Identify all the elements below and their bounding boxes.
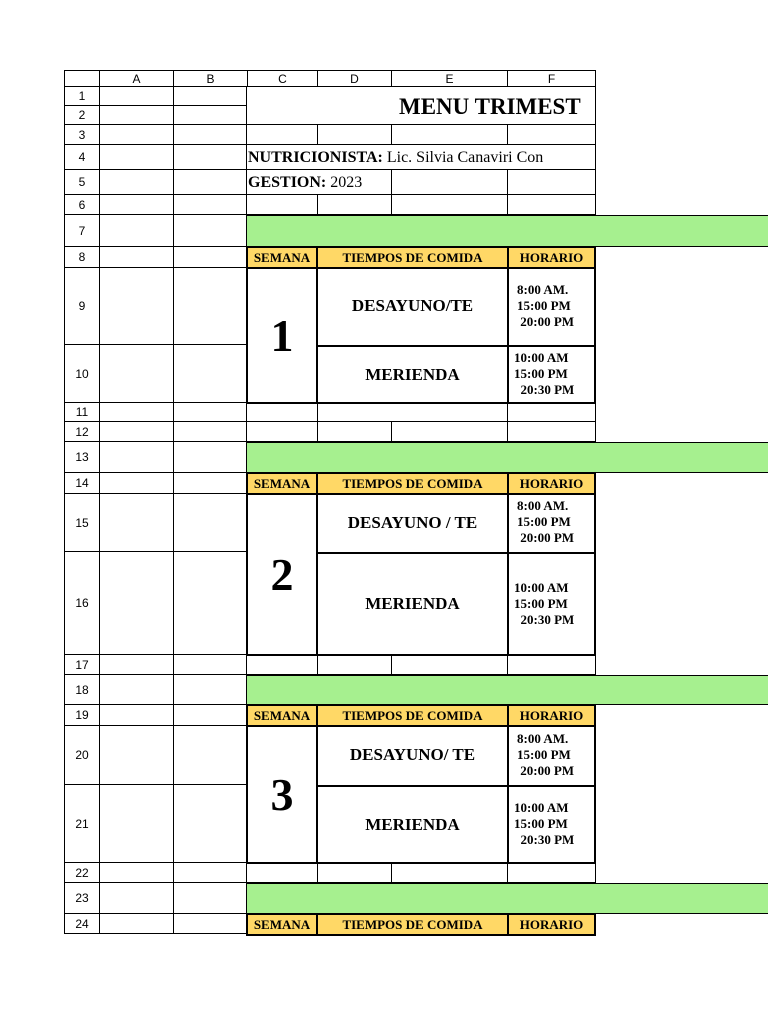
- horario-times: 8:00 AM. 15:00 PM 20:00 PM: [517, 731, 575, 778]
- grid-cell[interactable]: [100, 195, 174, 215]
- meal-label: DESAYUNO/ TE: [349, 745, 476, 764]
- sheet-title: MENU TRIMEST: [399, 94, 581, 119]
- grid-cell[interactable]: [174, 268, 247, 345]
- grid-cell[interactable]: [100, 473, 174, 494]
- grid-cell[interactable]: [174, 726, 247, 785]
- row-header-8[interactable]: 8: [64, 247, 100, 268]
- grid-cell[interactable]: [174, 705, 247, 726]
- row-header-17[interactable]: 17: [64, 655, 100, 675]
- meal-label: DESAYUNO/TE: [351, 296, 474, 315]
- tiempos-header: TIEMPOS DE COMIDA: [316, 246, 509, 269]
- row-header-4[interactable]: 4: [64, 145, 100, 170]
- row-header-2[interactable]: 2: [64, 106, 100, 125]
- gestion-value: 2023: [326, 174, 363, 191]
- meal-label: MERIENDA: [365, 594, 460, 613]
- grid-cell[interactable]: [100, 422, 174, 442]
- green-band-week-4: [247, 883, 768, 914]
- grid-cell[interactable]: [100, 675, 174, 705]
- grid-cell[interactable]: [100, 403, 174, 422]
- horario-times: 10:00 AM 15:00 PM 20:30 PM: [514, 350, 575, 397]
- grid-cell[interactable]: [100, 705, 174, 726]
- semana-header: SEMANA: [246, 704, 318, 727]
- row-header-12[interactable]: 12: [64, 422, 100, 442]
- horario-header: HORARIO: [507, 472, 596, 495]
- column-header-b[interactable]: B: [174, 70, 248, 87]
- grid-cell[interactable]: [174, 675, 247, 705]
- grid-cell[interactable]: [174, 442, 247, 473]
- week-number: 1: [270, 310, 294, 361]
- grid-cell[interactable]: [392, 863, 508, 883]
- green-band-week-2: [247, 442, 768, 473]
- grid-cell[interactable]: [174, 170, 247, 195]
- grid-cell[interactable]: [392, 422, 508, 442]
- column-header-e[interactable]: E: [392, 70, 508, 87]
- grid-cell[interactable]: [100, 170, 174, 195]
- grid-cell[interactable]: [174, 914, 247, 934]
- row-header-5[interactable]: 5: [64, 170, 100, 195]
- horario-header: HORARIO: [507, 913, 596, 936]
- row-header-1[interactable]: 1: [64, 87, 100, 106]
- row-header-15[interactable]: 15: [64, 494, 100, 552]
- grid-cell[interactable]: [318, 655, 392, 675]
- grid-cell[interactable]: [100, 125, 174, 145]
- horario-times: 10:00 AM 15:00 PM 20:30 PM: [514, 580, 575, 627]
- grid-cell[interactable]: [174, 422, 247, 442]
- row-header-6[interactable]: 6: [64, 195, 100, 215]
- grid-cell[interactable]: [100, 268, 174, 345]
- grid-cell[interactable]: [100, 655, 174, 675]
- header-text-area: [247, 86, 595, 210]
- grid-cell[interactable]: [100, 785, 174, 863]
- row-header-20[interactable]: 20: [64, 726, 100, 785]
- row-header-7[interactable]: 7: [64, 215, 100, 247]
- grid-cell[interactable]: [174, 247, 247, 268]
- grid-cell[interactable]: [100, 442, 174, 473]
- grid-cell[interactable]: [508, 655, 596, 675]
- column-header-a[interactable]: A: [100, 70, 174, 87]
- tiempos-header: TIEMPOS DE COMIDA: [316, 913, 509, 936]
- horario-times: 10:00 AM 15:00 PM 20:30 PM: [514, 800, 575, 847]
- grid-cell[interactable]: [508, 863, 596, 883]
- week-number: 3: [270, 769, 294, 820]
- grid-cell[interactable]: [174, 145, 247, 170]
- grid-cell[interactable]: [174, 125, 247, 145]
- grid-cell[interactable]: [100, 883, 174, 914]
- grid-cell[interactable]: [100, 863, 174, 883]
- horario-times: 8:00 AM. 15:00 PM 20:00 PM: [517, 282, 575, 329]
- row-header-16[interactable]: 16: [64, 552, 100, 655]
- grid-cell[interactable]: [100, 145, 174, 170]
- column-header-d[interactable]: D: [318, 70, 392, 87]
- grid-cell[interactable]: [247, 655, 318, 675]
- grid-cell[interactable]: [247, 422, 318, 442]
- column-header-f[interactable]: F: [508, 70, 596, 87]
- nutricionista-line: [248, 149, 543, 167]
- grid-cell[interactable]: [174, 195, 247, 215]
- grid-cell[interactable]: [174, 494, 247, 552]
- meal-label: MERIENDA: [365, 364, 460, 384]
- row-header-14[interactable]: 14: [64, 473, 100, 494]
- tiempos-header: TIEMPOS DE COMIDA: [316, 472, 509, 495]
- grid-cell[interactable]: [174, 106, 247, 125]
- grid-cell[interactable]: [100, 87, 174, 106]
- row-header-9[interactable]: 9: [64, 268, 100, 345]
- grid-cell[interactable]: [100, 552, 174, 655]
- grid-cell[interactable]: [174, 655, 247, 675]
- grid-cell[interactable]: [100, 215, 174, 247]
- row-header-23[interactable]: 23: [64, 883, 100, 914]
- row-header-24[interactable]: 24: [64, 914, 100, 934]
- row-header-3[interactable]: 3: [64, 125, 100, 145]
- grid-cell[interactable]: [318, 863, 392, 883]
- grid-cell[interactable]: [100, 247, 174, 268]
- tiempos-header: TIEMPOS DE COMIDA: [316, 704, 509, 727]
- nutricionista-label: NUTRICIONISTA:: [248, 149, 383, 166]
- meal-label: MERIENDA: [365, 814, 460, 834]
- grid-cell[interactable]: [100, 494, 174, 552]
- grid-cell[interactable]: [247, 863, 318, 883]
- row-header-10[interactable]: 10: [64, 345, 100, 403]
- grid-cell[interactable]: [174, 473, 247, 494]
- grid-cell[interactable]: [100, 345, 174, 403]
- grid-cell[interactable]: [100, 106, 174, 125]
- grid-cell[interactable]: [508, 422, 596, 442]
- grid-cell[interactable]: [508, 403, 596, 422]
- grid-cell[interactable]: [392, 655, 508, 675]
- green-band-week-1: [247, 215, 768, 247]
- column-header-c[interactable]: C: [248, 70, 318, 87]
- row-header-13[interactable]: 13: [64, 442, 100, 473]
- grid-cell[interactable]: [174, 552, 247, 655]
- grid-cell[interactable]: [247, 403, 318, 422]
- row-header-18[interactable]: 18: [64, 675, 100, 705]
- semana-header: SEMANA: [246, 472, 318, 495]
- gestion-label: GESTION:: [248, 174, 327, 191]
- grid-cell[interactable]: [100, 914, 174, 934]
- gestion-line: [248, 174, 362, 192]
- grid-cell[interactable]: [174, 403, 247, 422]
- meal-label: DESAYUNO / TE: [347, 512, 478, 532]
- semana-header: SEMANA: [246, 246, 318, 269]
- grid-cell[interactable]: [174, 87, 247, 106]
- row-header-11[interactable]: 11: [64, 403, 100, 422]
- grid-cell[interactable]: [174, 785, 247, 863]
- nutricionista-value: Lic. Silvia Canaviri Con: [382, 149, 544, 166]
- semana-header: SEMANA: [246, 913, 318, 936]
- green-band-week-3: [247, 675, 768, 705]
- grid-cell[interactable]: [174, 215, 247, 247]
- grid-cell[interactable]: [174, 345, 247, 403]
- horario-times: 8:00 AM. 15:00 PM 20:00 PM: [517, 498, 575, 545]
- horario-header: HORARIO: [507, 246, 596, 269]
- row-header-21[interactable]: 21: [64, 785, 100, 863]
- week-number: 2: [270, 549, 294, 600]
- grid-cell[interactable]: [174, 883, 247, 914]
- row-header-19[interactable]: 19: [64, 705, 100, 726]
- grid-cell[interactable]: [100, 726, 174, 785]
- corner-cell[interactable]: [64, 70, 100, 87]
- horario-header: HORARIO: [507, 704, 596, 727]
- grid-cell[interactable]: [318, 403, 508, 422]
- grid-cell[interactable]: [318, 422, 392, 442]
- row-header-22[interactable]: 22: [64, 863, 100, 883]
- grid-cell[interactable]: [174, 863, 247, 883]
